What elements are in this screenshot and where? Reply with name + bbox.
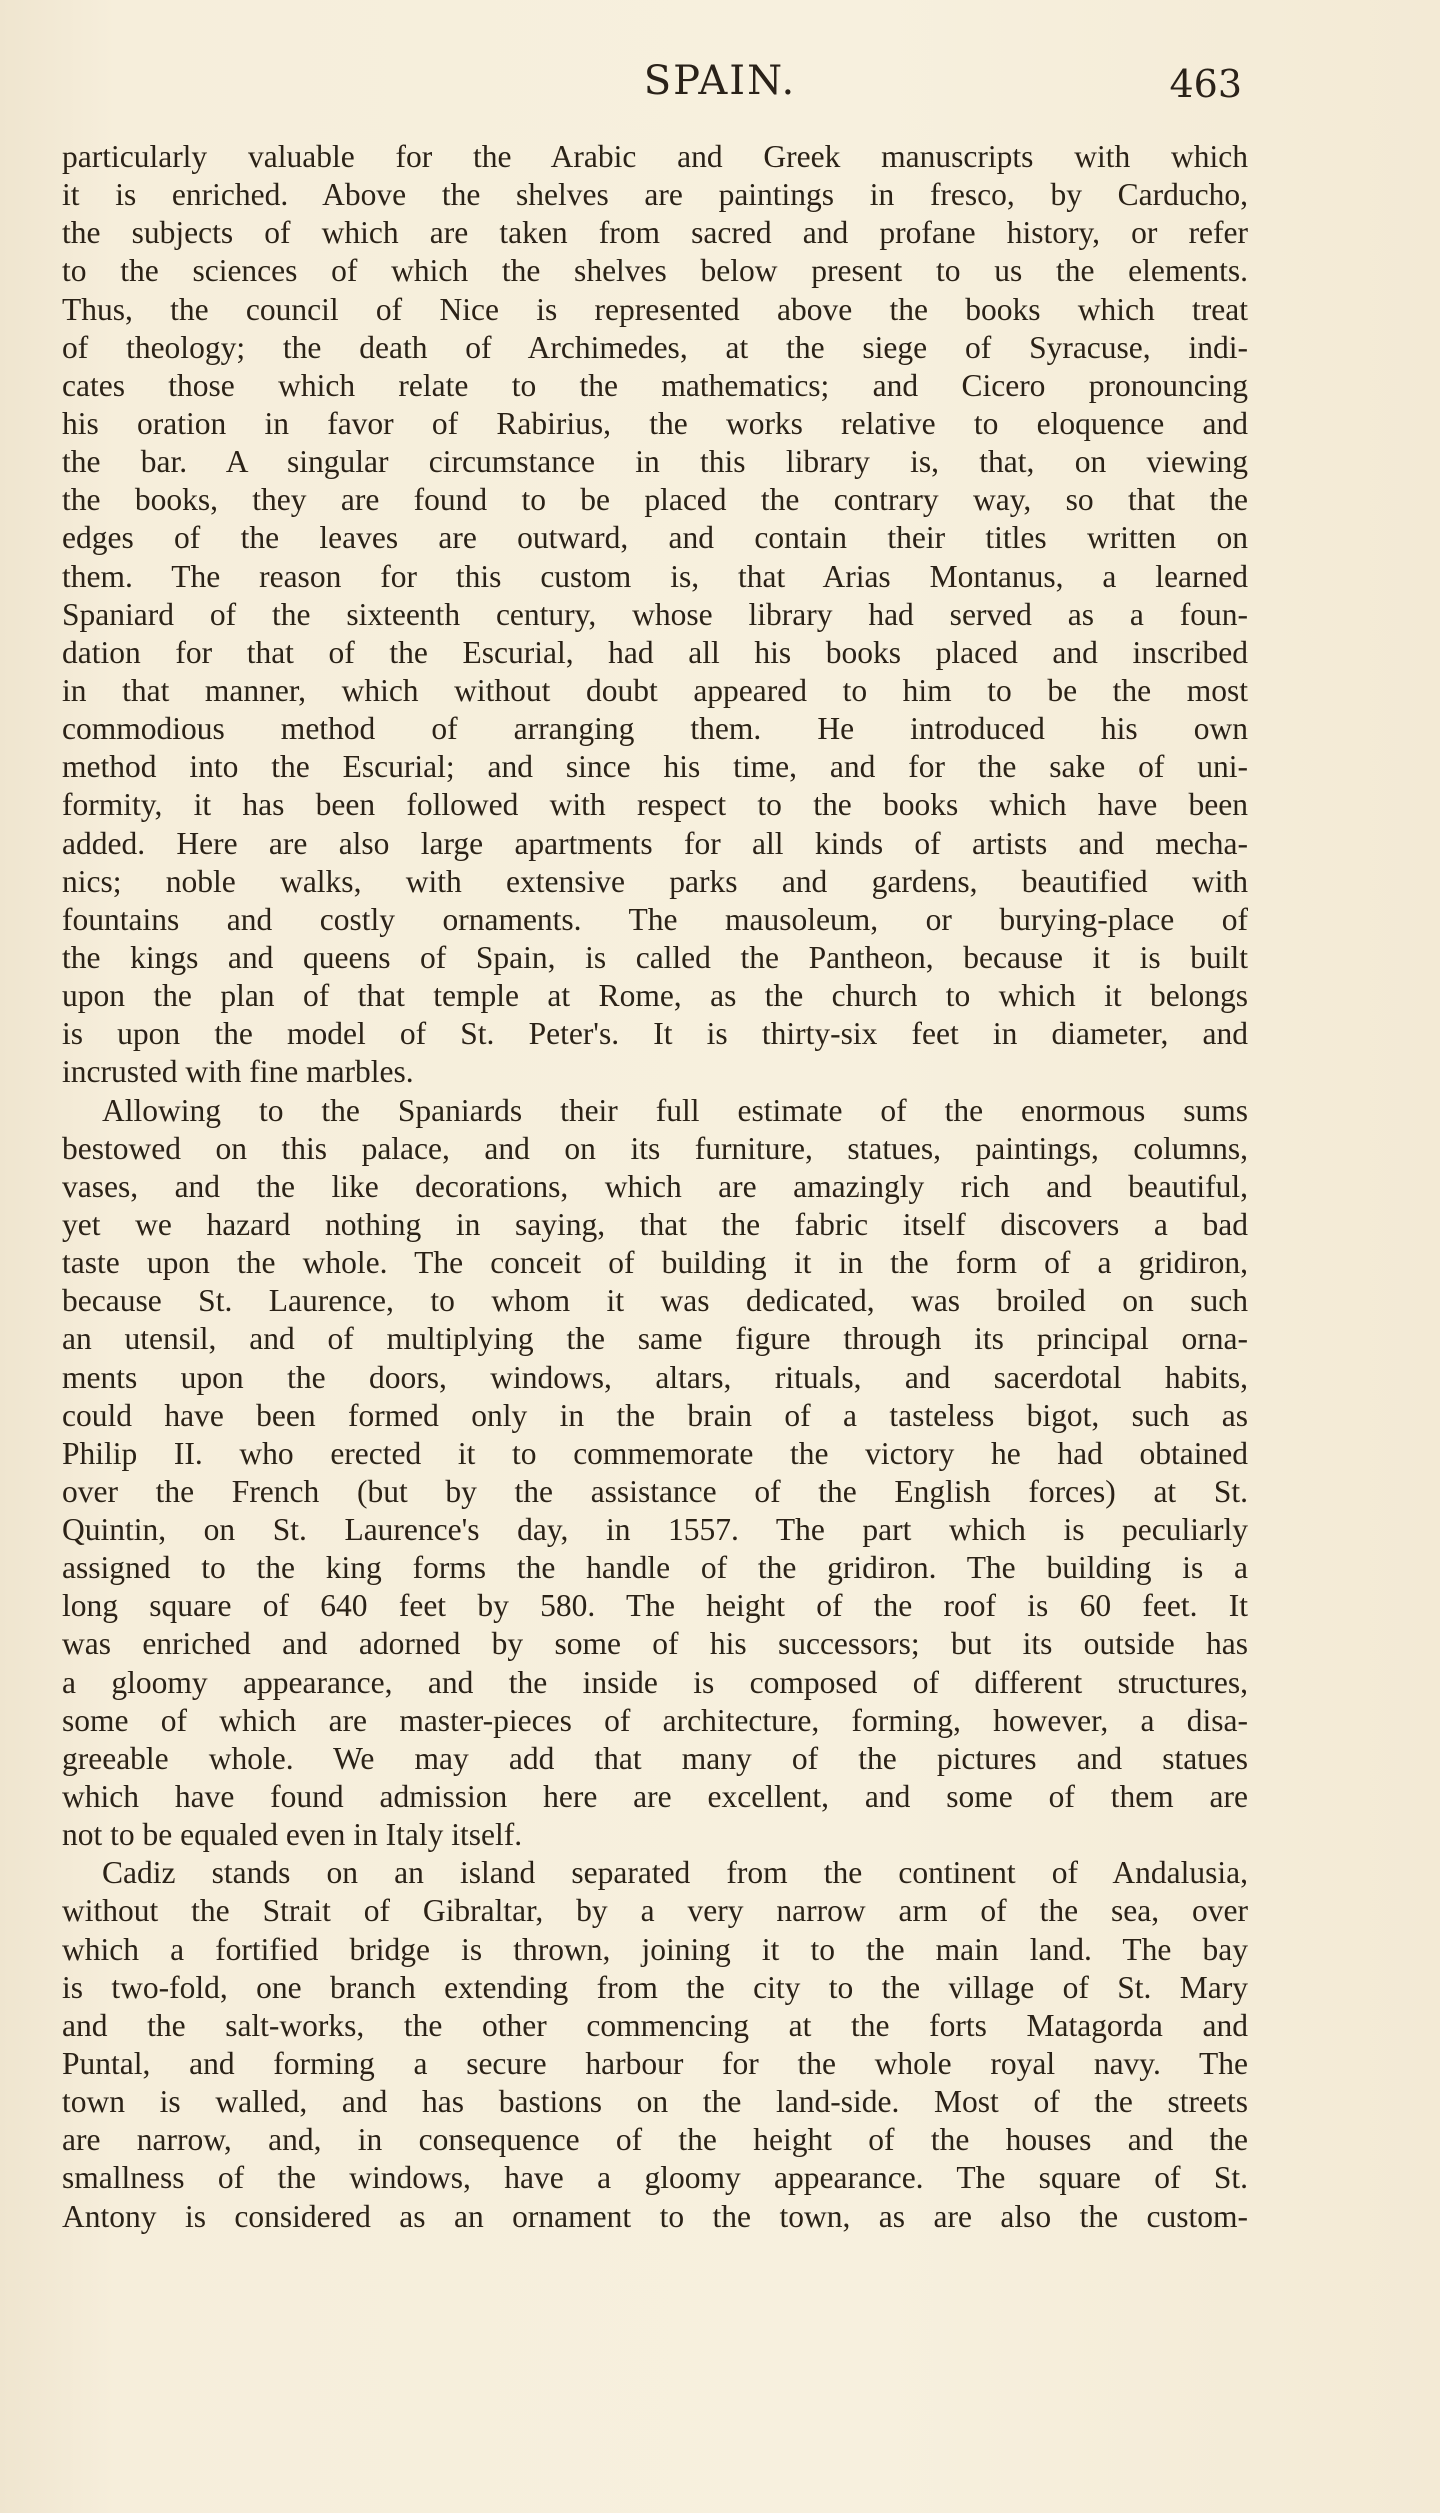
text-line: incrusted with fine marbles.: [62, 1054, 414, 1090]
text-line: them. The reason for this custom is, that Arias Montanus, a learned: [62, 558, 1248, 594]
text-line: vases, and the like decorations, which are amazingly rich and beautiful,: [62, 1168, 1248, 1204]
text-line: a gloomy appearance, and the inside is composed of different structures,: [62, 1664, 1248, 1700]
paragraph: [62, 1092, 1248, 1855]
text-line: nics; noble walks, with extensive parks and gardens, beautified with: [62, 863, 1248, 899]
text-line: yet we hazard nothing in saying, that the fabric itself discovers a bad: [62, 1206, 1248, 1242]
text-line: which a fortified bridge is thrown, joining it to the main land. The bay: [62, 1931, 1248, 1967]
text-line: was enriched and adorned by some of his successors; but its outside has: [62, 1626, 1248, 1662]
paragraph: [62, 138, 1248, 1092]
text-line: Thus, the council of Nice is represented above the books which treat: [62, 291, 1248, 327]
text-line: Puntal, and forming a secure harbour for the whole royal navy. The: [62, 2046, 1248, 2082]
text-line: an utensil, and of multiplying the same figure through its principal orna-: [62, 1321, 1248, 1357]
text-line: particularly valuable for the Arabic and Greek manuscripts with which: [62, 139, 1248, 174]
text-line: his oration in favor of Rabirius, the works relative to eloquence and: [62, 405, 1248, 441]
text-line: town is walled, and has bastions on the land-side. Most of the streets: [62, 2084, 1248, 2120]
text-line: the books, they are found to be placed the contrary way, so that the: [62, 482, 1248, 518]
text-line: it is enriched. Above the shelves are paintings in fresco, by Carducho,: [62, 177, 1248, 213]
text-line: the bar. A singular circumstance in this library is, that, on viewing: [62, 444, 1248, 480]
text-line: which have found admission here are excellent, and some of them are: [62, 1779, 1248, 1815]
text-line: upon the plan of that temple at Rome, as the church to which it belongs: [62, 978, 1248, 1014]
text-line: Cadiz stands on an island separated from the continent of Andalusia,: [102, 1855, 1248, 1891]
text-line: are narrow, and, in consequence of the height of the houses and the: [62, 2122, 1248, 2158]
text-line: some of which are master-pieces of architecture, forming, however, a disa-: [62, 1702, 1248, 1738]
text-line: smallness of the windows, have a gloomy appearance. The square of St.: [62, 2160, 1248, 2196]
text-line: could have been formed only in the brain of a tasteless bigot, such as: [62, 1397, 1248, 1433]
text-line: Quintin, on St. Laurence's day, in 1557. The part which is peculiarly: [62, 1512, 1248, 1548]
text-line: is upon the model of St. Peter's. It is thirty-six feet in diameter, and: [62, 1016, 1248, 1052]
text-line: greeable whole. We may add that many of the pictures and statues: [62, 1740, 1248, 1776]
text-line: without the Strait of Gibraltar, by a very narrow arm of the sea, over: [62, 1893, 1248, 1929]
text-line: taste upon the whole. The conceit of building it in the form of a gridiron,: [62, 1245, 1248, 1281]
text-line: dation for that of the Escurial, had all his books placed and inscribed: [62, 634, 1248, 670]
text-line: formity, it has been followed with respect to the books which have been: [62, 787, 1248, 823]
paragraph: [62, 1854, 1248, 2235]
page-header: [0, 58, 1440, 118]
text-line: edges of the leaves are outward, and contain their titles written on: [62, 520, 1248, 556]
text-line: commodious method of arranging them. He introduced his own: [62, 711, 1248, 747]
text-line: of theology; the death of Archimedes, at the siege of Syracuse, indi-: [62, 329, 1248, 365]
text-line: Spaniard of the sixteenth century, whose library had served as a foun-: [62, 596, 1248, 632]
text-line: because St. Laurence, to whom it was dedicated, was broiled on such: [62, 1283, 1248, 1319]
text-line: the kings and queens of Spain, is called the Pantheon, because it is built: [62, 939, 1248, 975]
running-title: SPAIN.: [643, 58, 797, 104]
text-line: cates those which relate to the mathematics; and Cicero pronouncing: [62, 367, 1248, 403]
text-line: long square of 640 feet by 580. The height of the roof is 60 feet. It: [62, 1588, 1248, 1624]
text-line: method into the Escurial; and since his time, and for the sake of uni-: [62, 749, 1248, 785]
text-line: Allowing to the Spaniards their full estimate of the enormous sums: [102, 1092, 1248, 1128]
text-line: bestowed on this palace, and on its furniture, statues, paintings, columns,: [62, 1130, 1248, 1166]
text-line: added. Here are also large apartments for all kinds of artists and mecha-: [62, 825, 1248, 861]
text-line: Antony is considered as an ornament to the town, as are also the custom-: [62, 2198, 1248, 2234]
text-line: in that manner, which without doubt appeared to him to be the most: [62, 672, 1248, 708]
text-line: fountains and costly ornaments. The mausoleum, or burying-place of: [62, 901, 1248, 937]
text-line: over the French (but by the assistance of the English forces) at St.: [62, 1473, 1248, 1509]
text-line: not to be equaled even in Italy itself.: [62, 1817, 523, 1853]
text-line: to the sciences of which the shelves below present to us the elements.: [62, 253, 1248, 289]
text-line: is two-fold, one branch extending from the city to the village of St. Mary: [62, 1969, 1248, 2005]
text-line: Philip II. who erected it to commemorate the victory he had obtained: [62, 1435, 1248, 1471]
text-line: the subjects of which are taken from sacred and profane history, or refer: [62, 215, 1248, 251]
body-text: [62, 138, 1248, 2236]
text-line: and the salt-works, the other commencing at the forts Matagorda and: [62, 2007, 1248, 2043]
text-line: ments upon the doors, windows, altars, rituals, and sacerdotal habits,: [62, 1359, 1248, 1395]
page-number: 463: [1169, 62, 1242, 106]
text-line: assigned to the king forms the handle of the gridiron. The building is a: [62, 1550, 1248, 1586]
